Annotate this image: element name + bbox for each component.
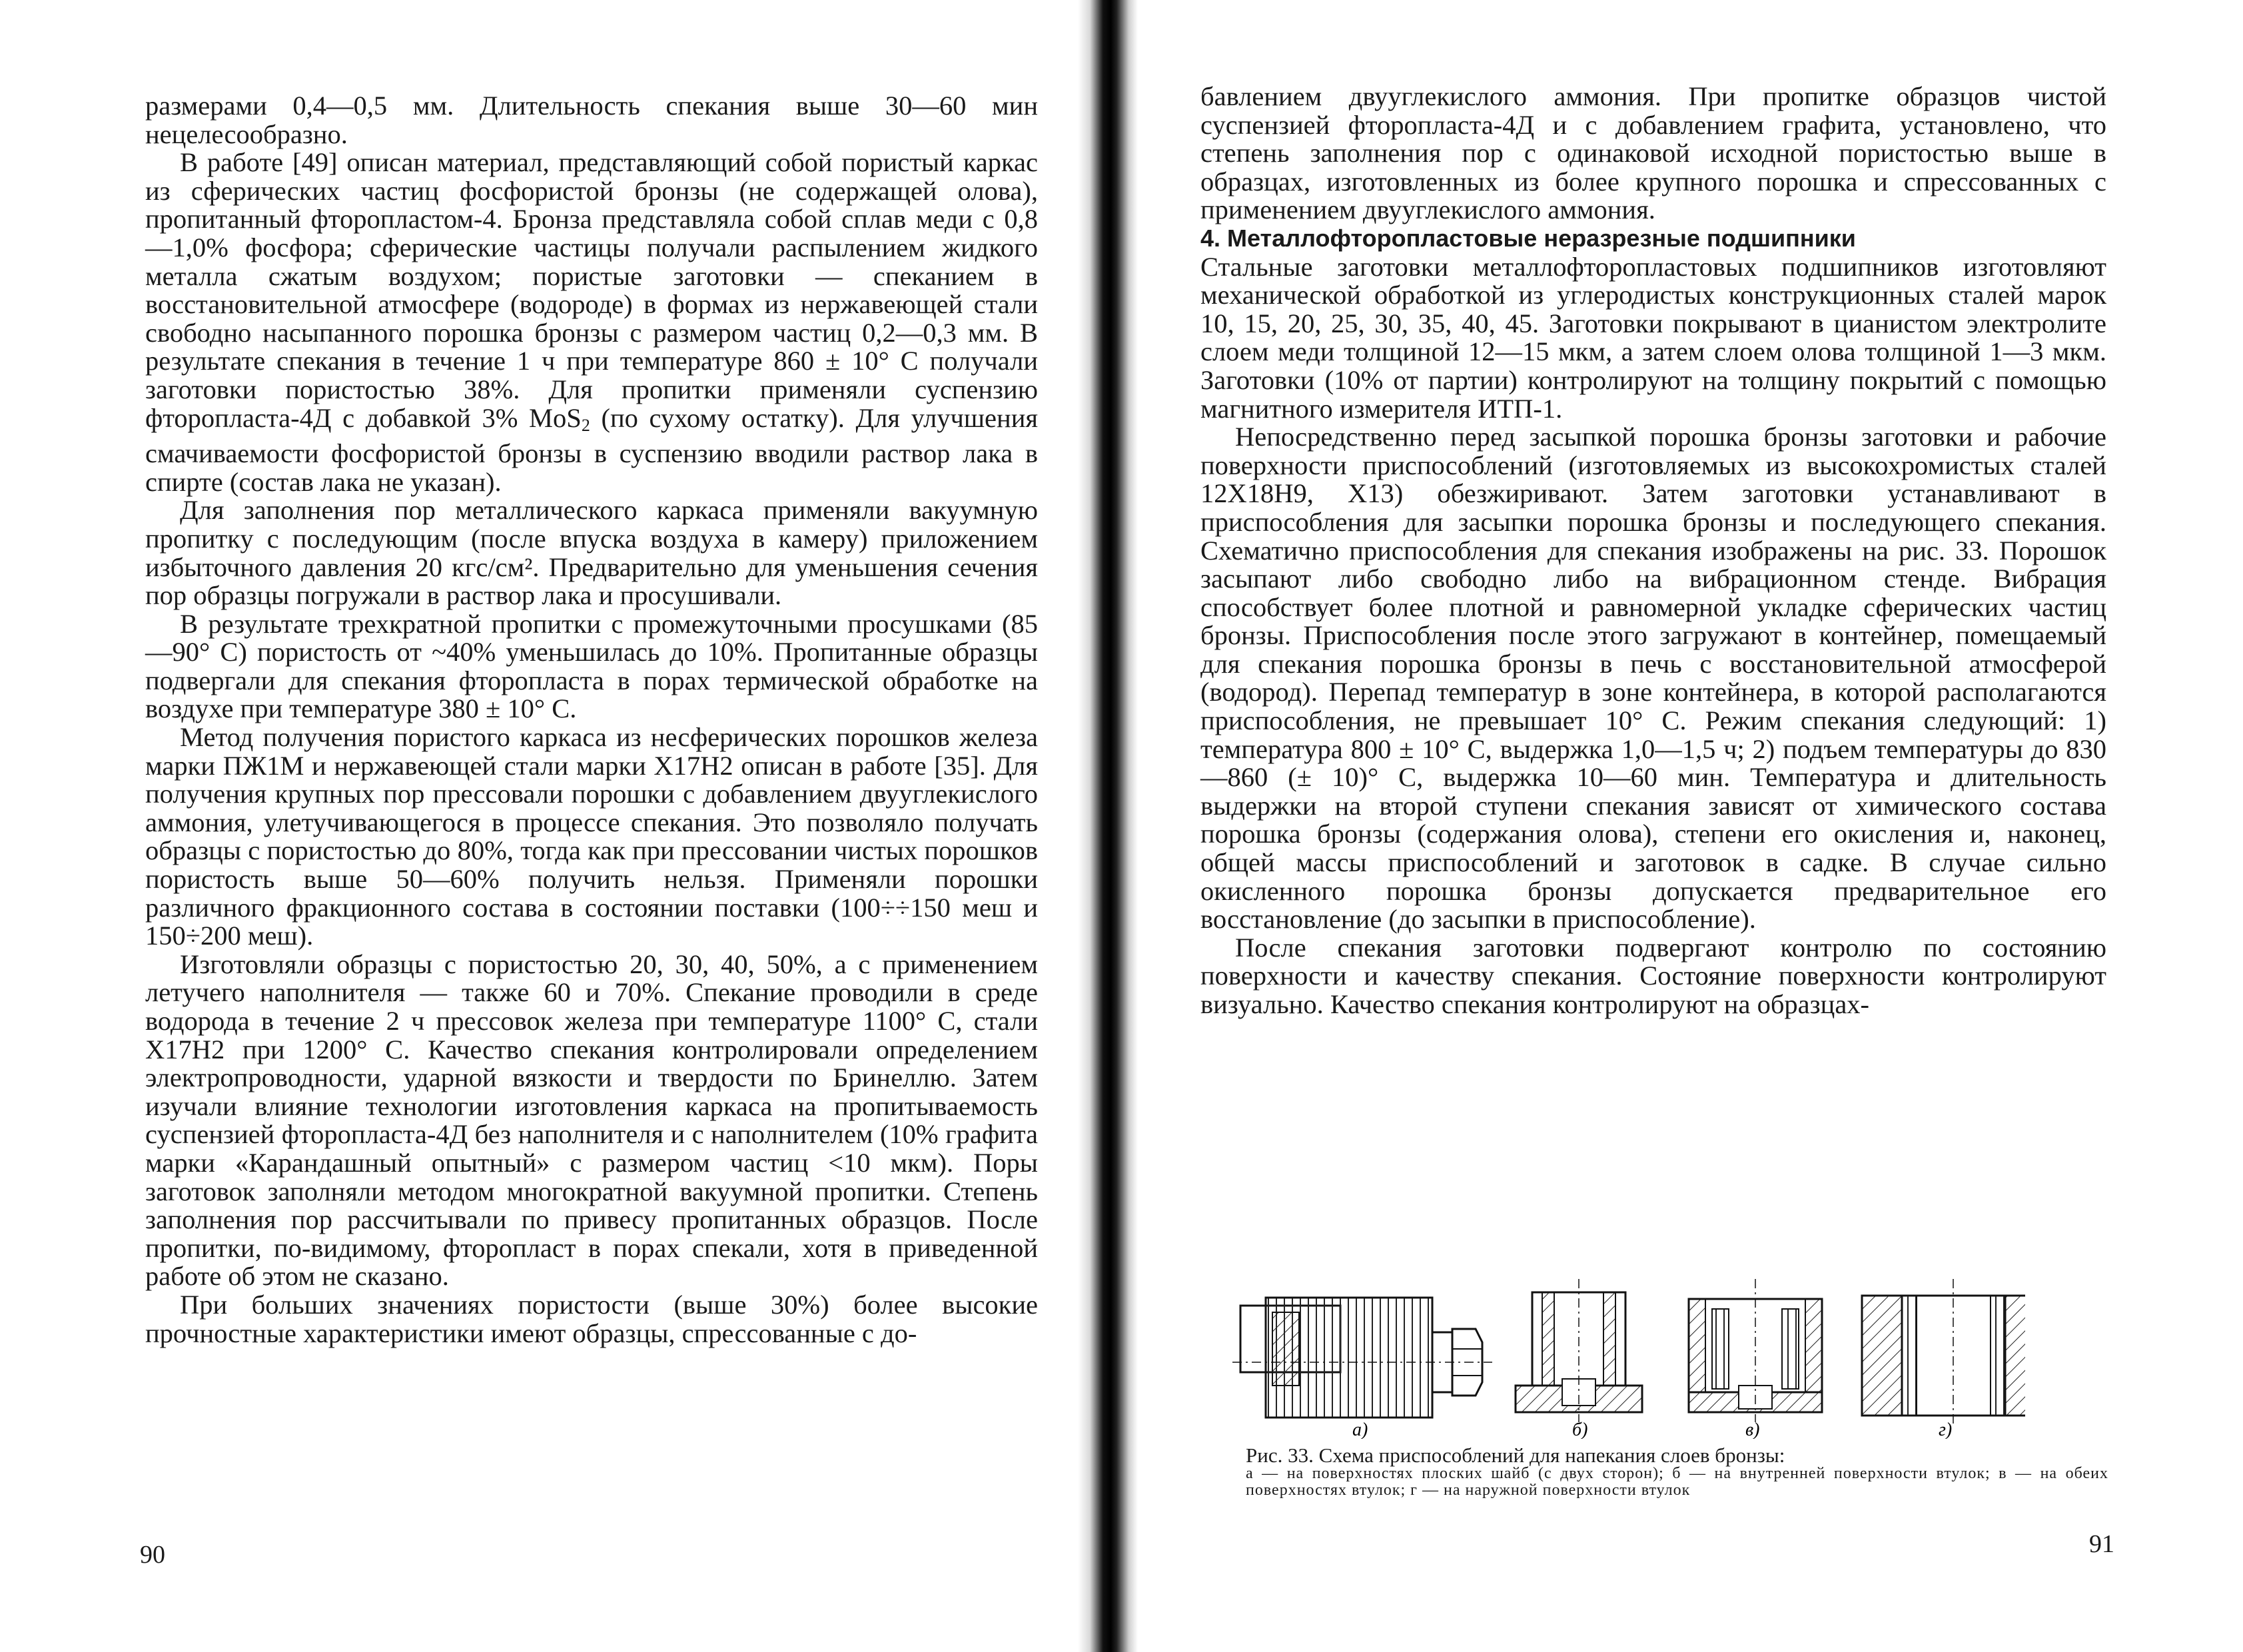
right-intro-paragraph: бавлением двууглекислого аммония. При пропитке образцов чистой суспензией фторопласта-4Д и с добавлением графита, установлено, что степень заполнения пор с одинаковой исходной пористостью выше в образцах, изготовленных из более крупного порошка и спрессованных с применением двууглекислого аммония. — [1200, 81, 2106, 225]
left-paragraph-5: Метод получения пористого каркаса из несферических порошков железа марки ПЖ1М и нержавеющей стали марки Х17Н2 описан в работе [35]. Для получения крупных пор прессовали порошки с добавлением двууглекислого аммония, улетучивающегося в процессе спекания. Это позволяло получать образцы с пористостью до 80%, тогда как при прессовании чистых порошков пористость выше 50—60% получить нельзя. Применяли порошки различного фракционного состава в состоянии поставки (100÷÷150 меш и 150÷200 меш). — [145, 722, 1038, 951]
figure-33 — [1232, 1279, 2025, 1439]
caption-title: Рис. 33. Схема приспособлений для напекания слоев бронзы: — [1246, 1444, 1785, 1467]
right-page-text — [1200, 83, 2106, 1019]
label-b: б) — [1572, 1420, 1588, 1439]
left-paragraph-2 — [145, 149, 1038, 496]
left-page-text — [145, 92, 1038, 1348]
diagram-d — [1862, 1279, 2025, 1426]
mos-subscript: 2 — [581, 415, 590, 435]
figure-caption — [1246, 1446, 2108, 1499]
fixture-diagram — [1232, 1279, 2025, 1439]
right-page-number: 91 — [2089, 1530, 2114, 1558]
left-page-number: 90 — [140, 1541, 165, 1569]
label-a: а) — [1352, 1420, 1368, 1439]
caption-body: а — на поверхностях плоских шайб (с двух сторон); б — на внутренней поверхности втулок; в — на обеих поверхностях втулок; г — на наружной поверхности втулок — [1246, 1465, 2108, 1499]
left-page — [0, 0, 1079, 1652]
diagram-c — [1689, 1279, 1822, 1422]
diagram-b — [1516, 1279, 1642, 1422]
label-d: г) — [1939, 1420, 1953, 1439]
label-c: в) — [1745, 1420, 1760, 1439]
book-gutter — [1078, 0, 1138, 1652]
left-paragraph-2-tail: (по сухому остатку). Для улучшения смачиваемости фосфористой бронзы в суспензию вводили раствор лака в спирте (состав лака не указан). — [145, 402, 1039, 497]
left-paragraph-2-main: В работе [49] описан материал, представляющий собой пористый каркас из сферических частиц фосфористой бронзы (не содержащей олова), пропитанный фторопластом-4. Бронза представляла собой сплав меди с 0,8—1,0% фосфора; сферические частицы получали распылением жидкого металла сжатым воздухом; пористые заготовки — спеканием в восстановительной атмосфере (водороде) в формах из нержавеющей стали свободно насыпанного порошка бронзы с размером частиц 0,2—0,3 мм. В результате спекания в течение 1 ч при температуре 860 ± 10° С получали заготовки пористостью 38%. Для пропитки применяли суспензию фторопласта-4Д с добавкой 3% MoS — [145, 147, 1038, 433]
right-paragraph-1: Стальные заготовки металлофторопластовых подшипников изготовляют механической обработкой из углеродистых конструкционных сталей марок 10, 15, 20, 25, 30, 35, 40, 45. Заготовки покрывают в цианистом электролите слоем меди толщиной 12—15 мкм, а затем слоем олова толщиной 1—3 мкм. Заготовки (10% от партии) контролируют на толщину покрытий с помощью магнитного измерителя ИТП-1. — [1200, 251, 2106, 424]
diagram-a — [1232, 1298, 1492, 1418]
right-page — [1132, 0, 2243, 1652]
left-paragraph-4: В результате трехкратной пропитки с промежуточными просушками (85—90° С) пористость от ~40% уменьшилась до 10%. Пропитанные образцы подвергали для спекания фторопласта в порах термической обработке на воздухе при температуре 380 ± 10° С. — [145, 608, 1038, 724]
left-paragraph-7: При больших значениях пористости (выше 30%) более высокие прочностные характеристики имеют образцы, спрессованные с до- — [145, 1289, 1038, 1348]
left-paragraph-1: размерами 0,4—0,5 мм. Длительность спекания выше 30—60 мин нецелесообразно. — [145, 91, 1038, 149]
section-heading: 4. Металлофторопластовые неразрезные подшипники — [1200, 224, 1856, 252]
left-paragraph-3: Для заполнения пор металлического каркаса применяли вакуумную пропитку с последующим (после впуска воздуха в камеру) приложением избыточного давления 20 кгс/см². Предварительно для уменьшения сечения пор образцы погружали в раствор лака и просушивали. — [145, 495, 1038, 611]
right-paragraph-3: После спекания заготовки подвергают контролю по состоянию поверхности и качеству спекания. Состояние поверхности контролируют визуально. Качество спекания контролируют на образцах- — [1200, 932, 2106, 1019]
right-paragraph-2: Непосредственно перед засыпкой порошка бронзы заготовки и рабочие поверхности приспособлений (изготовляемых из высокохромистых сталей 12Х18Н9, Х13) обезжиривают. Затем заготовки устанавливают в приспособления для засыпки порошка бронзы и последующего спекания. Схематично приспособления для спекания изображены на рис. 33. Порошок засыпают либо свободно либо на вибрационном стенде. Вибрация способствует более плотной и равномерной укладке сферических частиц бронзы. Приспособления после этого загружают в контейнер, помещаемый для спекания порошка бронзы в печь с восстановительной атмосферой (водород). Перепад температур в зоне контейнера, в которой располагаются приспособления, не превышает 10° С. Режим спекания следующий: 1) температура 800 ± 10° С, выдержка 1,0—1,5 ч; 2) подъем температуры до 830—860 (± 10)° С, выдержка 10—60 мин. Температура и длительность выдержки на второй ступени спекания зависят от химического состава порошка бронзы (содержания олова), степени его окисления и, наконец, общей массы приспособлений и заготовок в садке. В случае сильно окисленного порошка бронзы допускается предварительное его восстановление (до засыпки в приспособление). — [1200, 422, 2106, 935]
left-paragraph-6: Изготовляли образцы с пористостью 20, 30, 40, 50%, а с применением летучего наполнителя — также 60 и 70%. Спекание проводили в среде водорода в течение 2 ч прессовок железа при температуре 1100° С, стали Х17Н2 при 1200° С. Качество спекания контролировали определением электропроводности, ударной вязкости и твердости по Бринеллю. Затем изучали влияние технологии изготовления каркаса на пропитываемость суспензией фторопласта-4Д без наполнителя и с наполнителем (10% графита марки «Карандашный опытный» с размером частиц <10 мкм). Поры заготовок заполняли методом многократной вакуумной пропитки. Степень заполнения пор рассчитывали по привесу пропитанных образцов. После пропитки, по-видимому, фторопласт в порах спекали, хотя в приведенной работе об этом не сказано. — [145, 949, 1038, 1292]
